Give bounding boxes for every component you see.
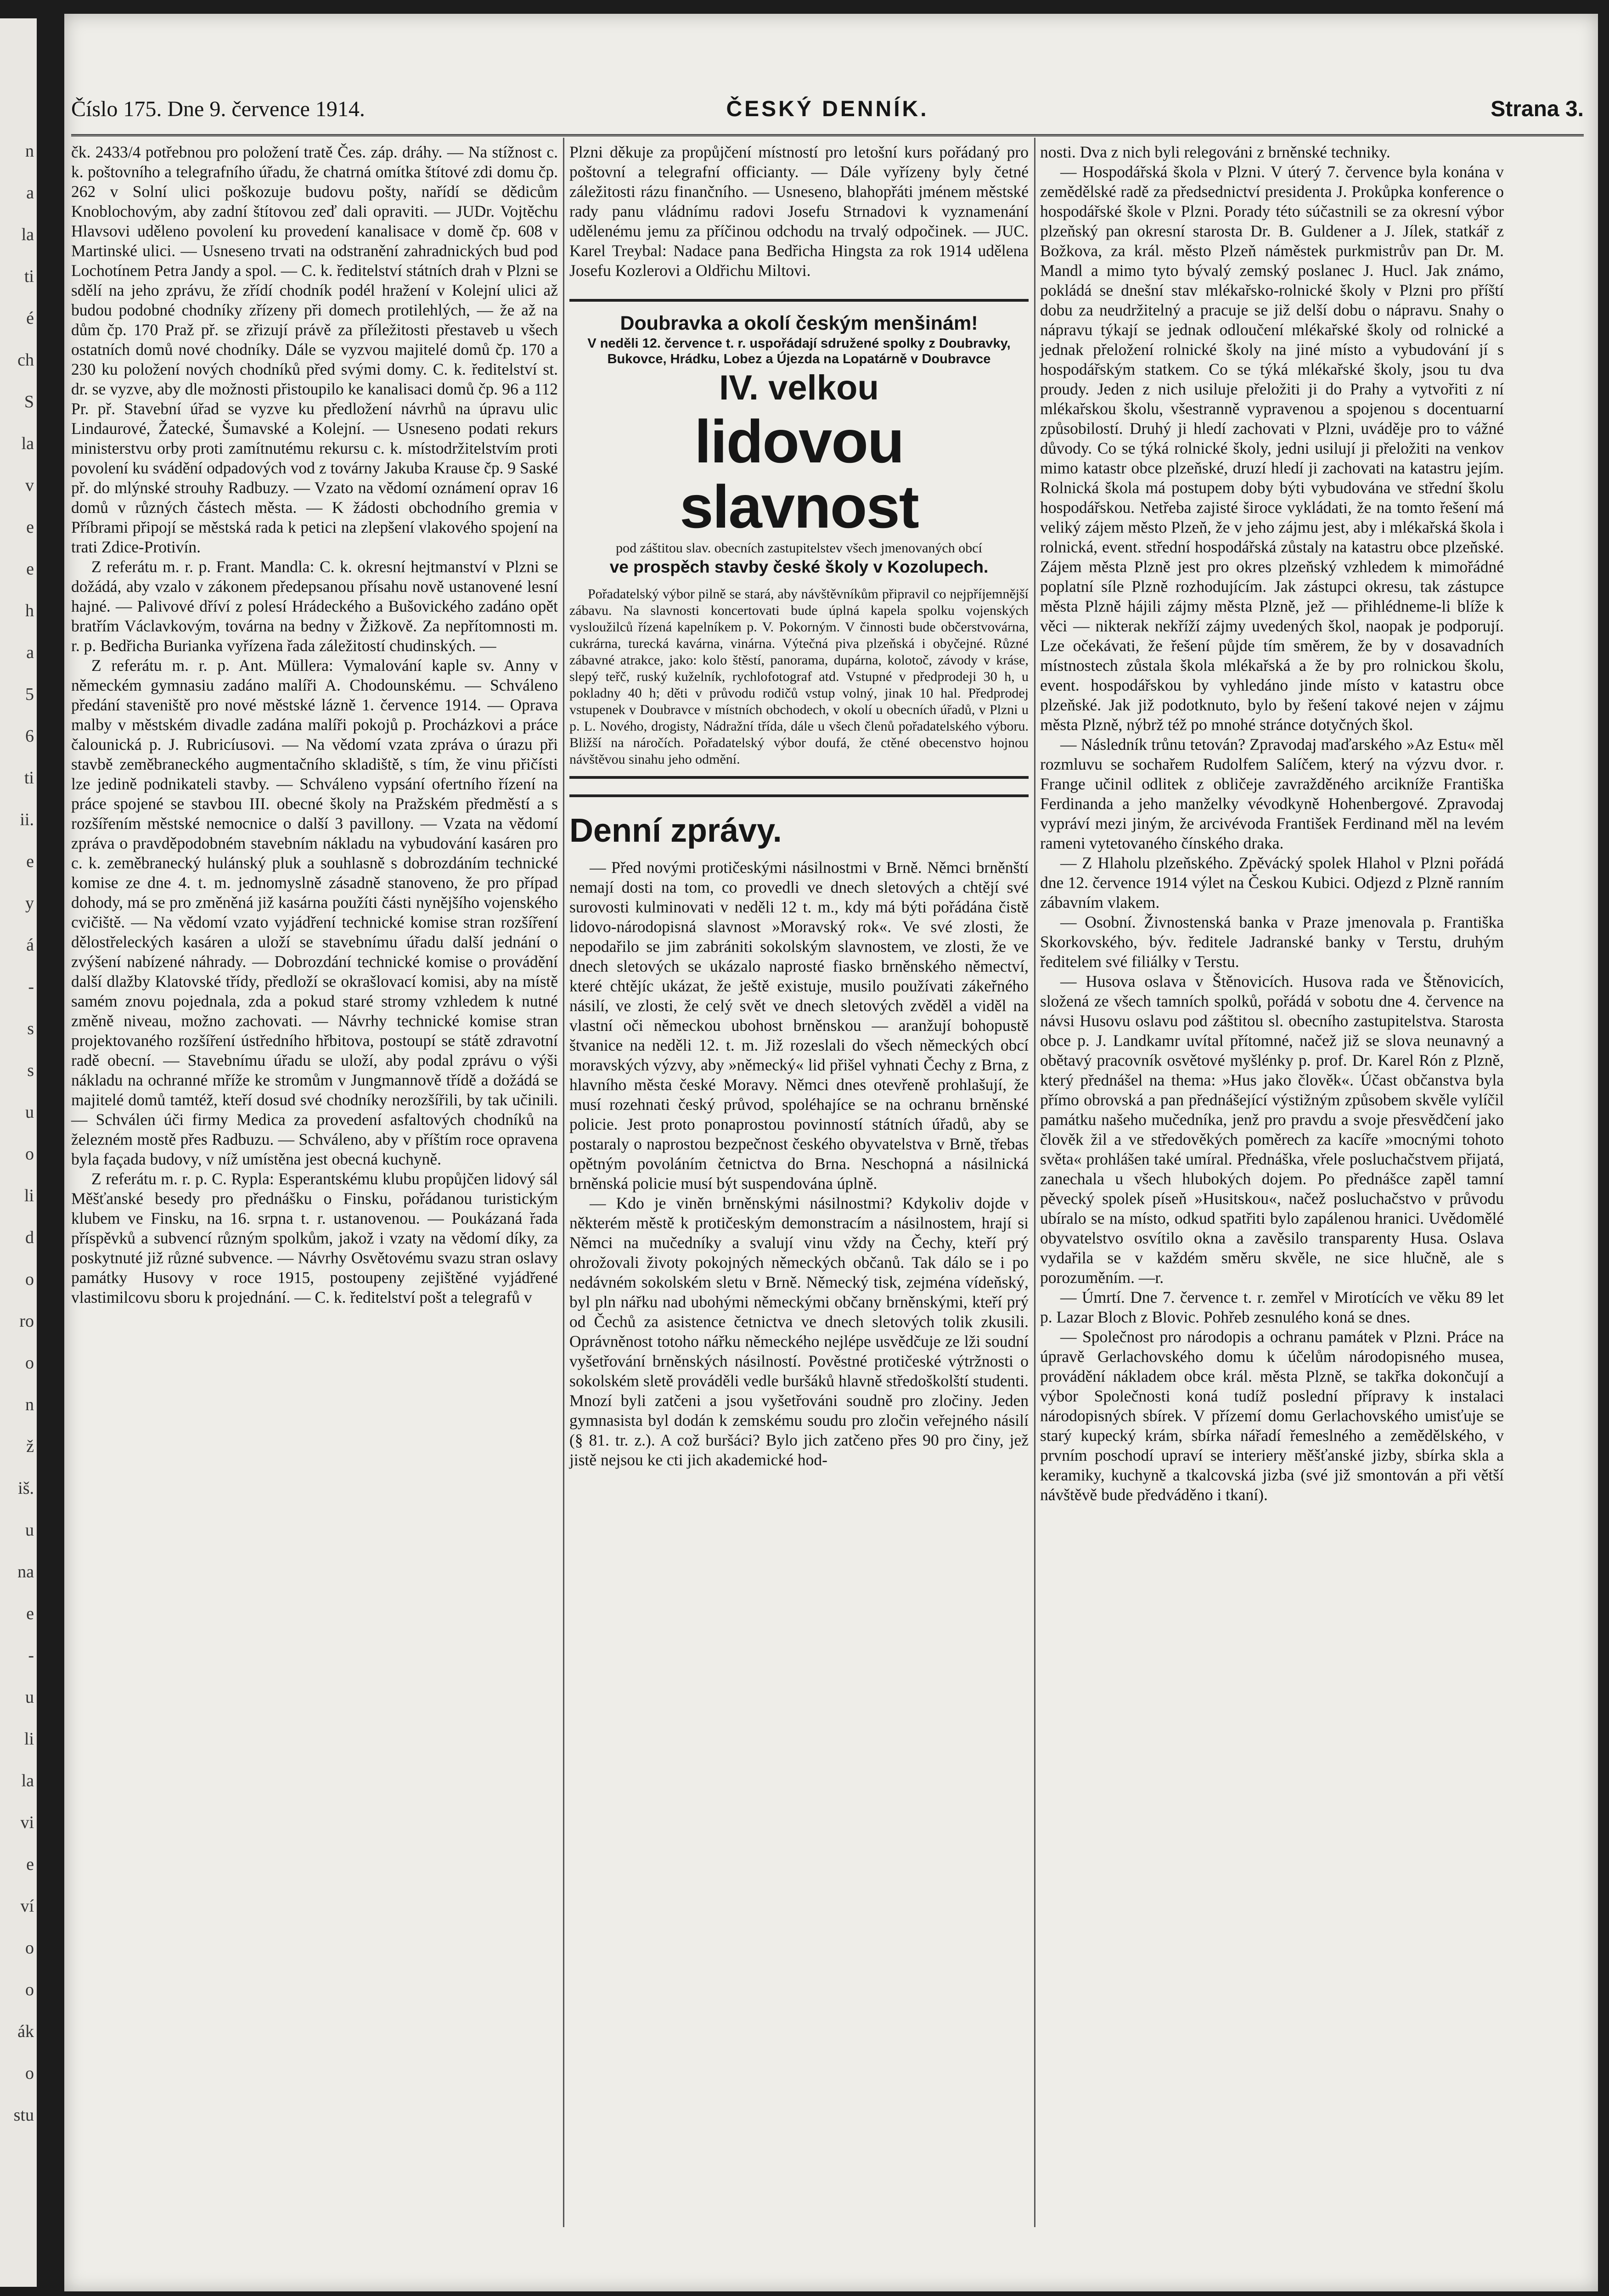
column-1 [71, 142, 558, 1307]
adjacent-page-fragment: n [25, 141, 34, 161]
adjacent-page-fragment: la [21, 225, 34, 244]
adjacent-page-fragment: n [25, 1395, 34, 1414]
adjacent-page-fragment: d [25, 1228, 34, 1247]
issue-date: Číslo 175. Dne 9. července 1914. [71, 97, 365, 121]
adjacent-page-fragment: é [26, 309, 34, 328]
adjacent-page-fragment: la [21, 1771, 34, 1790]
adjacent-page-fragment: la [21, 434, 34, 453]
adjacent-page-fragment: s [27, 1061, 34, 1080]
news-item: — Osobní. Živnostenská banka v Praze jmenovala p. Františka Skorkovského, býv. ředitele Jadranské banky v Terstu, druhým ředitelem své filiálky v Terstu. [1040, 913, 1504, 971]
adjacent-page-fragment: e [26, 518, 34, 537]
ad-ordinal: IV. velkou [719, 368, 879, 407]
adjacent-page-fragment: o [25, 2064, 34, 2083]
news-item: — Hospodářská škola v Plzni. V úterý 7. července byla konána v zemědělské radě za předsednictví presidenta J. Prokůpka konference o hospodářské škole v Plzni. Porady této súčastnili se za okresní výbor plzeňský pan okresní starosta Dr. B. Guldener a J. Jílek, statkář z Božkova, za král. město Plzeň náměstek purkmistrův pan Dr. M. Mandl a mimo tyto bývalý zemský poslanec J. Hucl. Jak známo, pokládá se dnešní stav mlékařsko-rolnické školy v Plzni pro příští dobu za neudržitelný a pracuje se již delší dobu o nápravu. Snahy o nápravu týkají se jednak odloučení mlékařské školy od rolnické a jednak přeložení rolnické školy na jiné místo a vybudování jí s hospodářským statkem. Co se týká mlékařské školy, jsou tu dva proudy. Jeden z nich usiluje přeložiti ji do Prahy a vytvořiti z ní mlékařskou školu, všestranně vypravenou a spojenou s docentuarní způsobilostí. Druhý ji hledí zachovati v Plzni, uváděje pro to vážné důvody. Co se týká rolnické školy, jedni usilují ji přeložiti na venkov mimo katastr obce plzeňské, druzí hledí ji zachovati na katastru jejím. Rolnická škola má postupem doby býti vybudována ve střední školu hospodářskou. Netřeba zajisté široce vykládati, že na tomto řešení má veliký zájem město Plzeň, že v jeho zájmu jest, aby i mlékařská škola i rolnická, event. střední hospodářská zůstaly na katastru obce plzeňské. Zájem města Plzně jest pro okres plzeňský vzhledem k mimořádné poplatní síle Plzně rozhodujícím. Jak zástupci okresu, tak zástupce města Plzně hájili zájmy města Plzně, jež — přihlédneme-li blíže k věci — nikterak nekříží zájmy uvedených škol, naopak je podporují. Lze očekávati, že řešení půjde tím směrem, že by v dosavadních místnostech zůstala škola mlékařská a že by pro rolnickou školu, event. hospodářskou by vyhledáno jinde místo v katastru obce plzeňské. Jak již podotknuto, bylo by řešení takové nejen v zájmu města Plzně, nýbrž též po mnohé stránce dotyčných škol. [1040, 163, 1504, 734]
adjacent-page-fragment: ch [17, 350, 34, 370]
news-item: — Kdo je viněn brněnskými násilnostmi? Kdykoliv dojde v některém městě k protičeským demonstracím a násilnostem, hrají si Němci na mučedníky a svalují vinu vždy na Čechy, kteří prý ohrožovali životy pokojných německých občanů. Tak dálo se i po nedávném sokolském sletu v Brně. Německý tisk, zejména vídeňský, byl pln nářku nad ubohými německými občany brněnskými, kteří prý od Čechů za asistence četnictva ve dnech sletových tolik zkusili. Oprávněnost totoho nářku německého nejlépe usvědčuje ze lži soudní vyšetřování brněnských násilností. Pověstné protičeské výtržnosti o sokolském sletě prováděli vedle buršáků hlavně středoškolští studenti. Mnozí byli zatčeni a jsou vyšetřováni soudně pro zločiny. Jeden gymnasista byl dodán k zemskému soudu pro zločin veřejného násilí (§ 81. tr. z.). A což buršáci? Bylo jich zatčeno přes 90 pro činy, jež jistě nejsou ke cti jich akademické hod- [569, 1194, 1029, 1469]
adjacent-page-edge [0, 18, 37, 2287]
column-divider [563, 138, 564, 2227]
newspaper-title: ČESKÝ DENNÍK. [726, 97, 929, 121]
news-item: — Husova oslava v Štěnovicích. Husova rada ve Štěnovicích, složená ze všech tamních spolků, pořádá v sobotu dne 4. července na návsi Husovu oslavu pod záštitou sl. obecního zastupitelstva. Starosta obce p. J. Landkamr uvítal přítomné, načež již se slova neunavný a obětavý pracovník osvětové myšlénky p. prof. Dr. Karel Rón z Plzně, který přednášel na thema: »Hus jako člověk«. Účast občanstva byla přímo obrovská a pan přednášející výstižným způsobem skvěle vylíčil památku našeho mučedníka, jenž pro pravdu a svoje přesvědčení jako člověk žil a ve středověkých poměrech za kacíře »mocnými tohoto světa« prohlášen také umíral. Přednáška, vřele posluchačstvem přijatá, zanechala u všech hlubokých dojem. Po přednášce zapěl tamní pěvecký spolek píseň »Husitskou«, načež posluchačstvo v průvodu ubíralo se na místo, odkud spatřiti bylo zapálenou hranici. Uvědomělé obyvatelstvo osvítilo okna a zavěsilo transparenty Husa. Oslava vydařila se v každém směru skvěle, ne sice hlučně, ale s porozuměním. —r. [1040, 972, 1504, 1287]
article-paragraph: Z referátu m. r. p. Frant. Mandla: C. k. okresní hejtmanství v Plzni se dožádá, aby vzalo v zákonem předepsanou přísahu nově ustanovené lesní hajné. — Palivové dříví z polesí Hrádeckého a Bušovického zadáno opět bratřím Václavkovým, továrna na bedny v Žižkově. Za nepřítomnosti m. r. p. Bedřicha Burianka vyřízena řada záležitostí chudinských. — [71, 557, 558, 655]
adjacent-page-fragment: u [25, 1103, 34, 1122]
adjacent-page-fragment: ák [17, 2022, 34, 2041]
ad-headline: Doubravka a okolí českým menšinám! [620, 312, 978, 334]
adjacent-page-fragment: ro [19, 1311, 34, 1331]
news-item: nosti. Dva z nich byli relegováni z brněnské techniky. [1040, 143, 1390, 161]
adjacent-page-fragment: 5 [25, 685, 34, 704]
adjacent-page-fragment: iš. [18, 1479, 34, 1498]
column-divider [1034, 138, 1035, 2227]
article-paragraph: čk. 2433/4 potřebnou pro položení tratě Čes. záp. dráhy. — Na stížnost c. k. poštovního a telegrafního úřadu, že chatrná omítka štítové zdi domu čp. 262 v Solní ulici poškozuje budovu pošty, nařídí se dědicům Knoblochovým, aby zadní štítovou zeď dali opraviti. — JUDr. Vojtěchu Hlavsovi uděleno povolení ku provedení kanalisace v domě čp. 608 v Martinské ulici. — Usneseno trvati na odstranění zahradnických bud pod Lochotínem Petra Jandy a spol. — C. k. ředitelství státních drah v Plzni se sdělí na jeho zprávu, že zřídí chodník podél hražení v Kolejní ulici až budou podobné chodníky zřízeny při domech protilehlých, — že až na dům čp. 170 Praž př. se zřizují právě za příležitosti přestaveb u všech ostatních domů nové chodníky. Dále se vyzvou majitelé domů čp. 170 a 230 ku položení nových chodníků před svými domy. C. k. ředitelství st. dr. se vyzve, aby dle možnosti přistoupilo ke kanalisaci domů čp. 96 a 112 Pr. př. Stavební úřad se vyzve ku předložení návrhů na úpravu ulic Lindaurové, Žatecké, Šumavské a Kolejní. — Usneseno podati rekurs ministerstvu orby proti zamítnutému rekursu c. k. místodržitelstvím proti povolení ku svádění odpadových vod z továrny Jakuba Krause čp. 9 Saské př. do mlýnské strouhy Radbuzy. — Vzato na vědomí oznámení oprav 16 domů v různých částech města. — K žádosti obchodního gremia v Příbrami připojí se městská rada k petici na zlepšení vlakového spojení na trati Zdice-Protivín. [71, 143, 558, 556]
adjacent-page-fragment: u [25, 1688, 34, 1707]
news-item: — Úmrtí. Dne 7. července t. r. zemřel v Mirotících ve věku 89 let p. Lazar Bloch z Blovic. Pohřeb zesnulého koná se dnes. [1040, 1288, 1504, 1326]
adjacent-page-fragment: o [25, 1144, 34, 1164]
ad-text: Pořadatelský výbor pilně se stará, aby návštěvníkům připravil co nejpříjemnější zábavu. Na slavnosti koncertovati bude úplná kapela spolku vojenských vysloužilců řízená kapelníkem p. V. Pokorným. V činnosti bude občerstvovárna, cukrárna, turecká kavárna, vinárna. Výtečná piva plzeňská i obyčejné. Různé zábavné atrakce, jako: kolo štěstí, panorama, dupárna, kolotoč, závody v kráse, slepý teřč, ruský kuželník, rychlofotograf atd. Vstupné v předprodeji 30 h, u pokladny 40 h; děti v průvodu rodičů vstup volný, jinak 10 hal. Předprodej vstupenek v Doubravce v místních obchodech, v okolí u obecních úřadů, v Plzni u p. L. Nového, drogisty, Nádražní třída, dále u všech členů pořadatelského výboru. Bližší na náročích. Pořadatelský výbor doufá, že ctěné obecenstvo hojnou návštěvou sinahu jeho odmění. [569, 586, 1029, 767]
ad-big-title: lidovou slavnost [680, 408, 918, 540]
adjacent-page-fragment: o [25, 1938, 34, 1958]
article-paragraph: Z referátu m. r. p. Ant. Müllera: Vymalování kaple sv. Anny v německém gymnasiu zadáno malíři A. Chodounskému. — Schváleno předání staveniště pro nové městské lázně 1. července 1914. — Oprava malby v městském divadle zadána malíři pokojů p. Procházkovi a práce čalounická p. J. Rubricíusovi. — Na vědomí vzata zpráva o úrazu při stavbě zeměbraneckého augmentačního skladiště, s tím, že vinu přičísti lze jedině podnikateli stavby. — Schváleno vypsání ofertního řízení na práce spojené se stavbou III. obecné školy na Pražském předměstí a s rozšířením městské nemocnice o další 3 pavillony. — Vzata na vědomí zpráva o pravděpodobném stavebním nákladu na vybudování kasáren pro c. k. zeměbranecký hulánský pluk a souhlasně s dobrozdáním technické komise ze dne 4. t. m. jednomyslně zásadně stanoveno, že pro případ dohody, má se pro změněná již kasárna použíti části nynějšího vojenského cvičiště. — Na vědomí vzato vyjádření technické komise stran rozšíření dělostřeleckých kasáren a uloží se stavebnímu úřadu další jednání o zvýšení nabízené náhrady. — Dobrozdání technické komise o provádění další dlažby Klatovské třídy, předloží se okrašlovací komisi, aby na místě samém znovu pojednala, zda a pokud staré stromy vzhledem k nutné změně niveau, možno zachovati. — Návrhy technické komise stran projektovaného rozšíření ústředního hřbitova, postoupí se státě zdravotní radě obecní. — Stavebnímu úřadu se uloží, aby podal zprávu o výši nákladu na ochranné mříže ke stromům v Jungmannově třídě a dožádá se majitelé domů tamtéž, kteří dosud své chodníky nerozšířili, by tak učinili. — Schválen úči firmy Medica za provedení asfaltových chodníků na železném mostě přes Radbuzu. — Schváleno, aby v příštím roce opravena byla façada budovy, v níž umístěna jest obecná kuchyně. [71, 656, 558, 1168]
adjacent-page-fragment: stu [13, 2105, 34, 2125]
page-header [71, 96, 1584, 129]
adjacent-page-fragment: a [26, 183, 34, 203]
adjacent-page-fragment: ii. [20, 810, 34, 829]
adjacent-page-fragment: li [24, 1186, 34, 1205]
article-paragraph: Z referátu m. r. p. C. Rypla: Esperantskému klubu propůjčen lidový sál Měšťanské besedy pro přednášku o Finsku, pořádanou turistickým klubem ve Finsku, na 16. srpna t. r. ustanovenou. — Poukázaná řada příspěvků a subvencí různým spolkům, jakož i vzaty na vědomí díky, za poskytnuté již různé subvence. — Návrhy Osvětovému svazu stran oslavy památky Husovy v roce 1915, postoupeny zejištěné vyjádřené vlastimilcovu sboru k projednání. — C. k. ředitelství pošt a telegrafů v [71, 1170, 558, 1306]
adjacent-page-fragment: e [26, 852, 34, 871]
adjacent-page-fragment: á [26, 935, 34, 955]
adjacent-page-fragment: ž [26, 1437, 34, 1456]
adjacent-page-fragment: ví [20, 1896, 34, 1916]
page-number: Strana 3. [1491, 97, 1584, 121]
adjacent-page-fragment: vi [20, 1813, 34, 1832]
ad-purpose: ve prospěch stavby české školy v Kozolupech. [609, 557, 989, 576]
adjacent-page-fragment: 6 [25, 726, 34, 746]
news-item: — Společnost pro národopis a ochranu památek v Plzni. Práce na úpravě Gerlachovského domu k účelům národopisného musea, provádění nákladem obce král. města Plzně, se takřka dokončují a výbor Společnosti koná tudíž poslední přípravy k instalaci národopisných sbírek. V přízemí domu Gerlachovského umisťuje se starý kupecký krám, sbírka nářadí řemeslného a zemědělského, v prvním poschodí upraví se interiery měšťanské jizby, sbírka skla a keramiky, kuchyně a tkalcovská jizba (své již smontován a při větší návštěvě bude předváděno i tkaní). [1040, 1328, 1504, 1504]
adjacent-page-fragment: y [25, 894, 34, 913]
news-item: — Z Hlaholu plzeňského. Zpěvácký spolek Hlahol v Plzni pořádá dne 12. července 1914 výlet na Českou Kubici. Odjezd z Plzně ranním zábavním vlakem. [1040, 854, 1504, 912]
ad-patronage: pod záštitou slav. obecních zastupitelstev všech jmenovaných obcí [616, 540, 982, 556]
adjacent-page-fragment: e [26, 559, 34, 579]
adjacent-page-fragment: - [28, 977, 34, 996]
section-rule [569, 794, 1029, 797]
adjacent-page-fragment: e [26, 1855, 34, 1874]
article-paragraph: Plzni děkuje za propůjčení místností pro letošní kurs pořádaný pro poštovní a telegrafní officianty. — Dále vyřízeny byly četné záležitosti rázu finančního. — Usneseno, blahopřáti jménem městské rady panu vládnímu radovi Josefu Strnadovi k vyznamenání udělenému jemu za příčinou odchodu na trvalý odpočinek. — JUC. Karel Treybal: Nadace pana Bedřicha Hingsta za rok 1914 udělena Josefu Kozlerovi a Oldřichu Miltovi. [569, 143, 1029, 280]
adjacent-page-fragment: o [25, 1353, 34, 1373]
ad-subhead: V neděli 12. července t. r. uspořádají sdružené spolky z Doubravky, Bukovce, Hrádku, Lobez a Újezda na Lopatárně v Doubravce [587, 336, 1011, 366]
adjacent-page-fragment: ti [24, 768, 34, 788]
news-item: — Před novými protičeskými násilnostmi v Brně. Němci brněnští nemají dosti na tom, co provedli ve dnech sletových a chtějí své surovosti kulminovati v neděli 12 t. m., kdy má býti pořádána čistě lidovo-národopisná slavnost »Moravský rok«. Ve své zlosti, že nepodařilo se jim zabrániti sokolským slavnostem, ve zlosti, že ve dnech sletových se ukázalo naprosté fiasko brněnského němectví, které chtějíc ukázat, že ještě existuje, musilo používati zákeřného násilí, ve zlosti, že celý svět ve dnech sletových zvěděl a viděl na vlastní oči německou ubohost brněnskou — aranžují bohopustě štvanice na neděli 12. t. m. Již rozeslali do všech německých obcí moravských výzvy, aby »německý« lid přišel vyhnati Čechy z Brna, z hlavního města české Moravy. Němci dnes otevřeně prohlašují, že musí rozehnati český průvod, spoléhajíce se na ochranu brněnské policie. Jest proto ponaprostou povinností státních úřadů, aby se postaraly o naprostou bezpečnost českého obyvatelstva v Brně, třebas opětným povoláním četnictva do Brna. Neschopná a násilnická brněnská policie musí být suspendována úplně. [569, 858, 1029, 1193]
adjacent-page-fragment: li [24, 1729, 34, 1749]
adjacent-page-fragment: S [24, 392, 34, 411]
adjacent-page-fragment: v [25, 476, 34, 495]
adjacent-page-fragment: o [25, 1980, 34, 1999]
adjacent-page-fragment: u [25, 1520, 34, 1540]
adjacent-page-fragment: e [26, 1604, 34, 1623]
column-2 [569, 142, 1029, 1470]
adjacent-page-fragment: s [27, 1019, 34, 1038]
adjacent-page-fragment: - [28, 1646, 34, 1665]
adjacent-page-fragment: na [17, 1562, 34, 1581]
adjacent-page-fragment: ti [24, 267, 34, 286]
advertisement [569, 299, 1029, 779]
column-3 [1040, 142, 1504, 1505]
news-item: — Následník trůnu tetován? Zpravodaj maďarského »Az Estu« měl rozmluvu se sochařem Rudolfem Salíčem, který na výzvu dvor. r. Frange učinil odlitek z obličeje zavražděného arcikníže Františka Ferdinanda a jeho manželky vévodkyně Hohenbergové. Zpravodaj vypráví mezi jiným, že arcivévoda František Ferdinand měl na levém rameni vytetovaného čínského draka. [1040, 735, 1504, 852]
adjacent-page-fragment: a [26, 643, 34, 662]
section-title: Denní zprávy. [569, 812, 782, 849]
header-rule [71, 134, 1584, 136]
adjacent-page-fragment: o [25, 1270, 34, 1289]
adjacent-page-fragment: h [25, 601, 34, 620]
